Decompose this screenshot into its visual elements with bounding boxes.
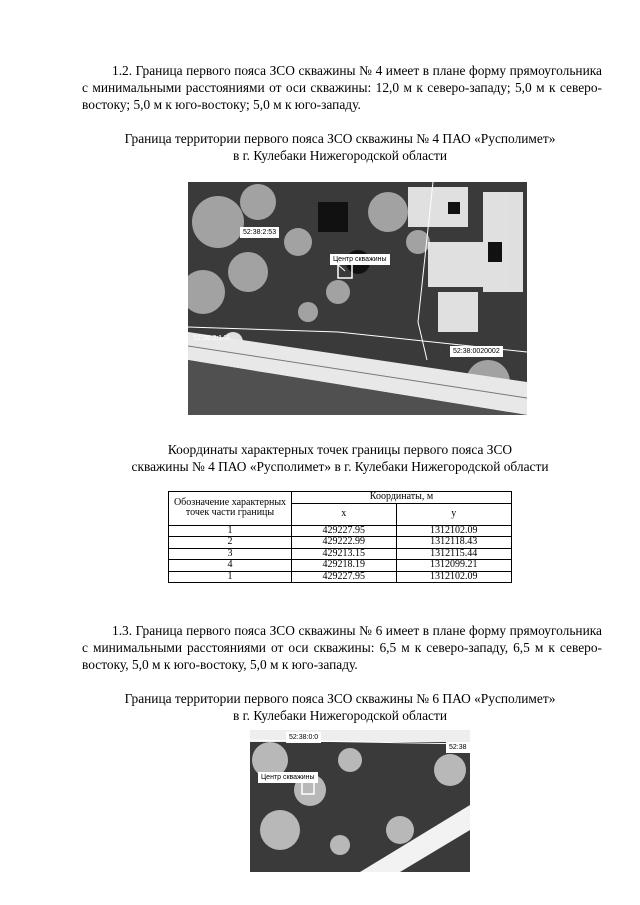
cell-point: 3 [169, 548, 292, 560]
col-y-header: у [396, 503, 512, 525]
col-x-header: х [292, 503, 397, 525]
figure-2-caption [60, 690, 620, 724]
cell-x: 429213.15 [292, 548, 397, 560]
label-parcel-right-2: 52:38 [446, 742, 470, 753]
figure-2-caption-line2: в г. Кулебаки Нижегородской области [232, 708, 448, 723]
label-parcel-left: 52:38:2:148 [193, 335, 230, 342]
cell-y: 1312115.44 [396, 548, 512, 560]
table-row [169, 548, 512, 560]
cell-y: 1312099.21 [396, 560, 512, 572]
table-header-row-1 [169, 492, 512, 504]
table-title-line2: скважины № 4 ПАО «Русполимет» в г. Кулебаки Нижегородской области [131, 459, 549, 474]
label-well-center: Центр скважины [330, 254, 390, 265]
figure-1-caption-line2: в г. Кулебаки Нижегородской области [232, 148, 448, 163]
section-1-2-text: 1.2. Граница первого пояса ЗСО скважины № 4 имеет в плане форму прямоугольника с минимальными расстояниями от оси скважины: 12,0 м к северо-западу; 5,0 м к северо-востоку; 5,0 м к юго-востоку; 5,0 м к юго-западу. [82, 63, 602, 112]
cell-x: 429227.95 [292, 525, 397, 537]
figure-1-caption [60, 130, 620, 164]
cell-point: 2 [169, 537, 292, 549]
satellite-map-well-6 [250, 730, 470, 872]
cell-y: 1312102.09 [396, 525, 512, 537]
figure-1-caption-line1: Граница территории первого пояса ЗСО скважины № 4 ПАО «Русполимет» [124, 131, 556, 146]
cell-y: 1312102.09 [396, 571, 512, 583]
satellite-map-well-4 [188, 182, 527, 415]
table-row [169, 560, 512, 572]
table-title [60, 441, 620, 475]
col-point-header: Обозначение характерных точек части границы [169, 492, 292, 526]
figure-2-caption-line1: Граница территории первого пояса ЗСО скважины № 6 ПАО «Русполимет» [124, 691, 556, 706]
table-title-line1: Координаты характерных точек границы первого пояса ЗСО [167, 442, 513, 457]
section-1-2-paragraph [82, 62, 602, 113]
cell-point: 1 [169, 525, 292, 537]
section-1-3-paragraph [82, 622, 602, 673]
map-imagery-2 [250, 730, 470, 872]
cell-point: 1 [169, 571, 292, 583]
label-well-center-2: Центр скважины [258, 772, 318, 783]
label-parcel-top: 52:38:2:53 [240, 227, 279, 238]
cell-point: 4 [169, 560, 292, 572]
cell-x: 429222.99 [292, 537, 397, 549]
label-parcel-top-2: 52:38:0:0 [286, 732, 321, 743]
table-row [169, 571, 512, 583]
table-row [169, 525, 512, 537]
map-imagery [188, 182, 527, 415]
cell-x: 429218.19 [292, 560, 397, 572]
col-coords-header: Координаты, м [292, 492, 512, 504]
section-1-3-text: 1.3. Граница первого пояса ЗСО скважины № 6 имеет в плане форму прямоугольника с минимальными расстояниями от оси скважины: 6,5 м к северо-западу, 6,5 м к северо-востоку, 5,0 м к юго-востоку, 5,0 м к юго-западу. [82, 623, 602, 672]
label-parcel-right: 52:38:0020002 [450, 346, 503, 357]
cell-x: 429227.95 [292, 571, 397, 583]
cell-y: 1312118.43 [396, 537, 512, 549]
table-row [169, 537, 512, 549]
coordinates-table [168, 491, 512, 583]
